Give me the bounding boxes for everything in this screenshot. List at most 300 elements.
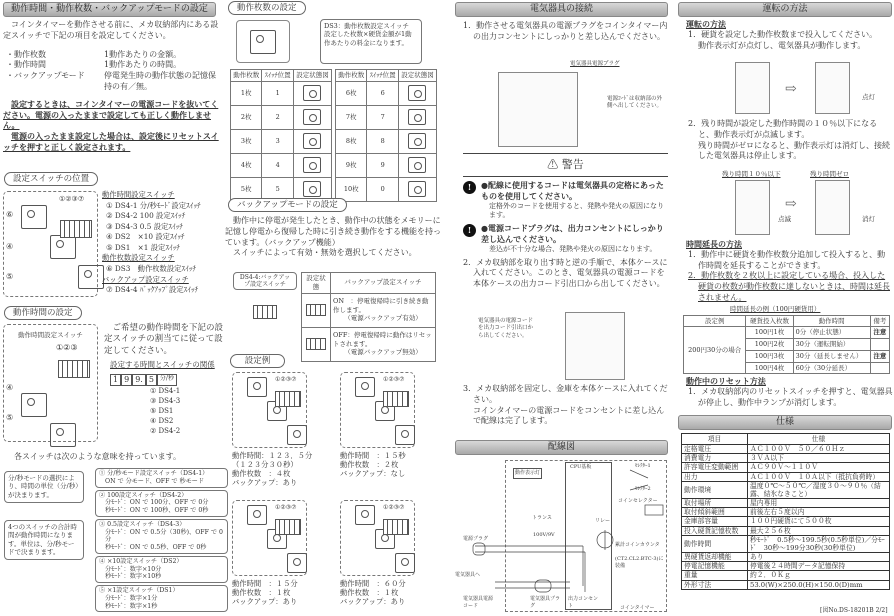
meaning-line: ② 100設定スイッチ（DS4-2） — [99, 491, 188, 499]
col-header: 動作枚数 — [336, 70, 367, 82]
position-cell: 5 — [262, 177, 293, 201]
example-caption — [340, 579, 445, 606]
caption-line: バックアップ：あり — [232, 478, 298, 488]
intro-block — [3, 20, 221, 153]
warning-2 — [463, 223, 668, 254]
dial-icon — [408, 157, 426, 173]
spec-item: 定格電圧 — [682, 445, 748, 454]
spec-row — [682, 463, 890, 472]
settings-item — [6, 60, 221, 71]
dial-icon — [408, 181, 426, 197]
spec-row — [682, 445, 890, 454]
dial-icon — [408, 85, 426, 101]
warning-1 — [463, 180, 668, 220]
digit: 9 — [121, 374, 132, 387]
count-cell: 10枚 — [336, 177, 367, 201]
item-desc: 1動作あたりの金額。 — [104, 49, 182, 59]
item-name: ・動作時間 — [6, 60, 46, 70]
caption-line: 動作枚数 ：４枚 — [232, 469, 291, 479]
backup-table — [301, 272, 436, 362]
count-table-left — [230, 69, 332, 202]
warning-heading — [463, 153, 668, 177]
example-diagram — [340, 500, 415, 576]
switch-entry: ⑤ DS1 ×1 設定ｽｲｯﾁ — [106, 242, 180, 252]
dial-icon — [247, 377, 267, 397]
warning-sub: 差込が不十分な場合、発熱や発火の原因になります。 — [489, 245, 657, 254]
col-header: ｽｲｯﾁ位置 — [367, 70, 398, 82]
extension-table-title: 時間延長の例（100円硬貨用） — [730, 304, 821, 313]
caption-line: （１２３分３０秒） — [232, 460, 298, 470]
count-cell: 5枚 — [231, 177, 262, 201]
settings-item — [6, 50, 221, 61]
caution-note-2: 電源の入ったまま設定した場合は、設定後にリセットスイッチを押すと正しく設定されます。 — [3, 131, 219, 152]
mark-4: ④ — [6, 242, 14, 251]
sum-explanation-box: 4つのスイッチの合計時間が動作時間になります。単位は、分/秒モードで決まります。 — [4, 520, 84, 560]
table-row — [231, 129, 332, 153]
item-desc: 停電発生時の動作状態の記憶保持の有／無。 — [104, 71, 216, 91]
ext-cell: 30分（延長しません） — [793, 350, 870, 362]
dial-icon — [408, 109, 426, 125]
diagram-cell — [293, 105, 331, 129]
meaning-line: 秒ﾓｰﾄﾞ：数字×1秒 — [105, 602, 158, 610]
extension-step-1: 1．動作中に硬貨を動作枚数分追加して投入すると、動作時間を延長することができます。 — [688, 249, 886, 270]
switch-meaning-box — [95, 468, 228, 488]
position-cell: 9 — [367, 153, 398, 177]
spec-item: 異硬貨返却機能 — [682, 553, 748, 562]
dial-ds1 — [78, 265, 104, 289]
table-row — [684, 327, 890, 339]
backup-text-2: スイッチによって有効・無効を選択してください。 — [233, 248, 417, 258]
spec-item: 許容電圧変動範囲 — [682, 463, 748, 472]
relation-digits — [104, 374, 224, 387]
position-cell: 4 — [262, 153, 293, 177]
meaning-line: 分ﾓｰﾄﾞ：数字×10分 — [105, 565, 162, 573]
ext-cell: 100円2枚 — [746, 339, 793, 351]
time-setting-title: 動作時間の設定 — [4, 306, 82, 320]
case-figure — [565, 312, 625, 380]
lamp-label: 動作表示灯 — [513, 468, 542, 479]
dip-switch-ds4 — [58, 360, 90, 378]
col-header: 仕様 — [748, 434, 890, 445]
dial-icon — [355, 377, 375, 397]
ext-cell: 0分（停止状態） — [793, 327, 870, 339]
spec-value: ＡＣ１００Ｖ １０Ａ以下（抵抗負荷時） — [748, 472, 890, 481]
section-header-settings: 動作時間・動作枚数・バックアップモードの設定 — [3, 2, 216, 17]
caption-line: 動作時間：１２３．５分 — [232, 451, 313, 460]
dip-marks: ①②③⑦ — [59, 195, 85, 203]
count-cell: 9枚 — [336, 153, 367, 177]
col-header: 設定状態 — [302, 273, 331, 294]
dip-marks: ①②③⑦ — [275, 376, 297, 383]
dip-on-icon — [306, 304, 326, 316]
spec-item: 外形寸法 — [682, 580, 748, 589]
dial-icon — [303, 133, 321, 149]
diagram-cell — [398, 177, 436, 201]
blink-label: 点滅 — [778, 215, 791, 223]
ext-cell: 100円1枚 — [746, 327, 793, 339]
reset-step-1: 1．メカ収納部内のリセットスイッチを押すと、電気器具が停止し、動作中ランプが消灯します。 — [688, 387, 893, 407]
dial-ds2 — [50, 235, 76, 259]
dip-switch-ds4 — [60, 220, 92, 238]
warning-main: ●配線に使用するコードは電気器具の定格にあったものを使用してください。 — [481, 180, 664, 201]
power-plug-label: 電源プラグ — [463, 536, 489, 542]
warning-main: ●電源コードプラグは、出力コンセントにしっかり差し込んでください。 — [481, 223, 664, 245]
item-desc: 1動作あたりの時間。 — [104, 60, 182, 70]
ext-cell: 100円3枚 — [746, 350, 793, 362]
dial-icon — [355, 505, 375, 525]
dial-ds1 — [50, 423, 76, 447]
backup-on-note: （電源バックアップ有効） — [344, 314, 422, 323]
spec-row — [682, 526, 890, 535]
dip-switch-icon — [383, 519, 409, 535]
digit: 9. — [132, 374, 146, 387]
spec-row — [682, 454, 890, 463]
switch-entry: ② DS4-2 100 設定ｽｲｯﾁ — [106, 211, 186, 221]
position-cell: 2 — [262, 105, 293, 129]
outlet-label: 出力コンセント — [568, 596, 599, 609]
dial-icon — [395, 553, 415, 573]
example-caption — [232, 579, 337, 606]
switch-entry: ⑦ DS4-4 ﾊﾞｯｸｱｯﾌﾟ設定ｽｲｯﾁ — [106, 285, 199, 295]
ext-cell — [870, 362, 889, 374]
intro-text: コインタイマーを動作させる前に、メカ収納部内にある設定スイッチで下記の項目を設定してください。 — [3, 20, 219, 40]
dial-ds3 — [21, 205, 47, 229]
count-cell: 3枚 — [231, 129, 262, 153]
operation-block-1 — [686, 19, 893, 51]
backup-off-note: （電源バックアップ無効） — [344, 348, 422, 357]
wiring-lines — [455, 460, 668, 616]
caption-line: バックアップ：あり — [232, 597, 298, 607]
ext-cell: 60分（30分延長） — [793, 362, 870, 374]
mechanism-figure — [498, 72, 578, 147]
remain-0-label: 残り時間ゼロ — [810, 170, 849, 178]
spec-item: 停電記憶機能 — [682, 562, 748, 571]
backup-switch-title: バックアップ設定スイッチ — [102, 274, 189, 284]
caption-line: 動作枚数 ：１枚 — [340, 588, 399, 598]
example-diagram — [232, 500, 307, 576]
table-row — [336, 81, 437, 105]
caption-line: 動作時間 ：６０分 — [340, 579, 406, 588]
meaning-line: 秒ﾓｰﾄﾞ：ON で 0.5秒、OFF で 0秒 — [105, 544, 207, 551]
warning-sub: 定格外のコードを使用すると、発熱や発火の原因になります。 — [489, 201, 664, 220]
selector1-label: ｾﾚｸﾀｰ1 — [635, 463, 651, 469]
spec-value: １００円硬貨にて５００枚 — [748, 517, 890, 526]
dial-icon — [395, 425, 415, 445]
unit-explanation-box: 分/秒モードの選択により、時間の単位（分/秒）が決まります。 — [4, 471, 84, 503]
spec-table — [681, 433, 890, 590]
diagram-cell — [293, 153, 331, 177]
dip-switch-backup — [253, 305, 277, 319]
diagram-cell — [398, 129, 436, 153]
off-label: 消灯 — [862, 215, 875, 223]
time-switch-diagram — [3, 324, 98, 442]
mark-5: ⑤ — [6, 272, 14, 281]
meaning-line: ④ ×10設定スイッチ（DS2） — [99, 557, 183, 565]
section-header-operation: 運転の方法 — [678, 2, 892, 17]
spec-value: 停電後２４時間データ記憶保持 — [748, 562, 890, 571]
col-header: 動作時間 — [793, 315, 870, 327]
exclamation-icon: ! — [463, 224, 476, 237]
connection-step-3b: コインタイマーの電源コードをコンセントに差し込んで配線は完了します。 — [473, 405, 665, 426]
time-switch-title: 動作時間設定スイッチ — [102, 190, 175, 199]
mark-5: ⑤ — [6, 413, 14, 422]
backup-setting-title: バックアップモードの設定 — [228, 198, 347, 212]
unit: 分/秒 — [157, 374, 177, 387]
extension-block — [686, 239, 893, 409]
dip-marks: ①②③ — [56, 343, 78, 352]
digit: 5 — [146, 374, 157, 387]
col-header: 設定状態図 — [293, 70, 331, 82]
backup-off-desc: OFF：停電復帰時に動作はリセットされます。 — [333, 330, 432, 348]
dial-ds2 — [21, 393, 47, 417]
ext-cell: 30分（運転開始） — [793, 339, 870, 351]
extension-step-2: 2．動作枚数を２枚以上に設定している場合、投入した硬貨の枚数が動作枚数に達しないときは、時間は延長されません。 — [688, 271, 890, 302]
spec-item: 消費電力 — [682, 454, 748, 463]
diagram-cell — [398, 81, 436, 105]
spec-value: ３ＶＡ以下 — [748, 454, 890, 463]
time-setting-block — [104, 323, 224, 436]
dip-marks: ①②③⑦ — [275, 504, 297, 511]
spec-row — [682, 481, 890, 498]
table-row — [336, 129, 437, 153]
switch-legend — [102, 190, 226, 296]
relation-title: 設定する時間とスイッチの関係 — [110, 360, 215, 370]
dip-switch-icon — [383, 391, 409, 407]
section-header-connection: 電気器具の接続 — [455, 2, 668, 17]
count-table-right — [335, 69, 437, 202]
example-diagram — [340, 372, 415, 448]
mark-4: ④ — [6, 383, 14, 392]
reset-title: 動作中のリセット方法 — [686, 376, 766, 387]
settings-item-list — [3, 50, 221, 93]
outlet-note: 電気器具の電源コードを出力コード引出口から出してください。 — [478, 318, 534, 339]
switch-meaning-box — [95, 585, 228, 612]
exclamation-icon: ! — [463, 181, 476, 194]
switch-meaning-box — [95, 556, 228, 583]
item-name: ・バックアップモード — [6, 71, 85, 81]
col-header: 項目 — [682, 434, 748, 445]
example-diagram — [232, 372, 307, 448]
table-row — [231, 81, 332, 105]
position-cell: 0 — [367, 177, 398, 201]
dial-icon — [303, 157, 321, 173]
dial-icon — [303, 181, 321, 197]
diagram-cell — [293, 81, 331, 105]
col-header: ｽｲｯﾁ位置 — [262, 70, 293, 82]
spec-row — [682, 499, 890, 508]
spec-value: 最大２５６枚 — [748, 526, 890, 535]
caption-line: 動作枚数 ：１枚 — [232, 588, 291, 598]
dial-icon — [247, 505, 267, 525]
connection-step-2: 2．メカ収納部を取り出す時と逆の手順で、本体ケースに入れてください。このとき、電気器具の電源コードを本体ケースの出力コード引出口から出してください。 — [463, 257, 668, 289]
wiring-diagram — [455, 460, 668, 616]
spec-row — [682, 508, 890, 517]
time-switch-label: 動作時間設定スイッチ — [18, 331, 83, 339]
board-label: CPU基板 — [570, 464, 592, 470]
spec-row — [682, 571, 890, 580]
spec-item: 取付場所 — [682, 499, 748, 508]
switch-entry: ① DS4-1 分/秒ﾓｰﾄﾞ設定ｽｲｯﾁ — [106, 200, 201, 210]
dial-icon — [287, 553, 307, 573]
position-cell: 8 — [367, 129, 398, 153]
table-row — [336, 177, 437, 201]
operation-step-1: 1．硬貨を設定した動作枚数まで投入してください。 — [688, 29, 878, 39]
diagram-cell — [398, 105, 436, 129]
caution-note-1: 設定するときは、コインタイマーの電源コードを抜いてください。電源の入ったままで設定しても正しく動作しません。 — [3, 98, 219, 131]
cointimer-label: コインタイマー — [620, 605, 655, 611]
meaning-intro: 各スイッチは次のような意味を持っています。 — [14, 452, 182, 461]
timer-insert-figure — [735, 62, 770, 114]
spec-value: ＡＣ９０Ｖ～１１０Ｖ — [748, 463, 890, 472]
spec-item: 動作時間 — [682, 535, 748, 552]
case-cell: 200円30分の場合 — [684, 327, 746, 374]
selector-label: コインセレクター — [618, 498, 658, 504]
connection-step-1: 1．動作させる電気器具の電源プラグをコインタイマー内の出力コンセントにしっかりと差し込んでください。 — [463, 21, 668, 41]
position-cell: 7 — [367, 105, 398, 129]
switch-meaning-box — [95, 519, 228, 554]
selector2-label: ｾﾚｸﾀｰ2 — [635, 486, 651, 492]
operation-step-1b: 動作表示灯が点灯し、電気器具が動作します。 — [698, 40, 866, 50]
relation-label: ④ DS2 — [150, 417, 174, 426]
operation-title: 運転の方法 — [686, 19, 726, 29]
count-cell: 7枚 — [336, 105, 367, 129]
counter-note: (CT2.CL2.BTC-3)に装備 — [615, 556, 664, 569]
dip-switch-icon — [275, 519, 301, 535]
ext-cell — [870, 339, 889, 351]
dial-icon — [303, 85, 321, 101]
extension-title: 時間延長の方法 — [686, 239, 742, 249]
spec-value: 53.0(W)×250.0(H)×150.0(D)mm — [748, 580, 890, 589]
connection-step-3: 3．メカ収納部を固定し、金庫を本体ケースに入れてください。 — [463, 384, 668, 404]
count-switch-title: 動作枚数設定スイッチ — [102, 253, 175, 263]
col-header: 動作枚数 — [231, 70, 262, 82]
spec-row — [682, 535, 890, 552]
caption-line: 動作時間 ：１５秒 — [340, 451, 406, 460]
spec-value: 約２．０Ｋｇ — [748, 571, 890, 580]
meaning-line: ③ 0.5設定スイッチ（DS4-3） — [99, 520, 186, 528]
device-plug-label: 電気器具プラグ — [530, 596, 561, 609]
warning-triangle-icon: ⚠ — [547, 158, 559, 171]
position-cell: 1 — [262, 81, 293, 105]
caption-line: バックアップ：なし — [340, 469, 406, 479]
spec-value: ＡＣ１００Ｖ ５０／６０Ｈｚ — [748, 445, 890, 454]
dial-icon — [303, 109, 321, 125]
example-title: 設定例 — [230, 354, 285, 368]
table-row — [231, 153, 332, 177]
meaning-line: 秒ﾓｰﾄﾞ：数字×10秒 — [105, 573, 162, 581]
spec-value: 秒ﾓｰﾄﾞ 0.5秒～199.5秒(0.5秒単位)／分ﾓｰﾄﾞ 30秒～199分30秒(30秒単位) — [748, 535, 890, 552]
transformer-spec: 100V/9V — [533, 532, 555, 538]
spec-item: 金庫部容量 — [682, 517, 748, 526]
table-row — [231, 105, 332, 129]
spec-item: 重量 — [682, 571, 748, 580]
caption-line: 動作時間 ：１５分 — [232, 579, 298, 588]
spec-value: 屋内専用 — [748, 499, 890, 508]
spec-item: 取付傾斜範囲 — [682, 508, 748, 517]
table-row — [336, 153, 437, 177]
count-cell: 2枚 — [231, 105, 262, 129]
spec-row — [682, 553, 890, 562]
transformer-label: トランス — [532, 515, 552, 521]
ds3-callout: DS3：動作枚数設定スイッチ 設定した枚数×硬貨金額が1動作あたりの料金になります。 — [320, 19, 422, 64]
meaning-line: 分ﾓｰﾄﾞ：数字×1分 — [105, 594, 158, 602]
warnings-block — [463, 180, 668, 290]
arrow-right-icon: ⇨ — [785, 81, 797, 97]
relation-label: ⑤ DS1 — [150, 407, 174, 416]
dip-off-icon — [306, 338, 326, 350]
meaning-line: ① 分/秒モード設定スイッチ（DS4-1） — [99, 470, 209, 477]
connection-step-3-block — [463, 384, 668, 427]
col-header: バックアップ設定スイッチ — [331, 273, 436, 294]
switch-meaning-box — [95, 490, 228, 517]
meaning-line: 分ﾓｰﾄﾞ：ON で 100分、OFF で 0分 — [105, 499, 209, 507]
count-cell: 8枚 — [336, 129, 367, 153]
spec-row — [682, 472, 890, 481]
dip-switch-icon — [275, 391, 301, 407]
dip-marks: ①②③⑦ — [383, 504, 405, 511]
timer-blink-figure — [735, 180, 770, 235]
section-header-spec: 仕様 — [678, 415, 892, 430]
spec-item: 動作環境 — [682, 481, 748, 498]
example-caption — [340, 451, 445, 478]
count-cell: 6枚 — [336, 81, 367, 105]
spec-item: 投入硬貨記憶枚数 — [682, 526, 748, 535]
ext-cell: 注意 — [870, 327, 889, 339]
relation-labels — [104, 386, 224, 436]
ext-cell: 注意 — [870, 350, 889, 362]
relay-label: リレー — [595, 518, 611, 524]
lit-label: 点灯 — [862, 93, 875, 101]
dip-marks: ①②③⑦ — [383, 376, 405, 383]
counter-label: 累計コインカウンタ — [615, 542, 660, 548]
meaning-line: ON で 分モード、OFF で 秒モード — [105, 477, 205, 485]
switch-meaning-list — [95, 468, 228, 614]
table-row — [336, 105, 437, 129]
relation-label: ③ DS4-3 — [150, 397, 181, 406]
spec-row — [682, 517, 890, 526]
plug-label: 電気器具電源プラグ — [570, 61, 620, 67]
example-caption — [232, 451, 337, 487]
extension-table — [683, 315, 890, 375]
item-name: ・動作枚数 — [6, 49, 46, 59]
relation-label: ② DS4-2 — [150, 427, 181, 436]
diagram-cell — [398, 153, 436, 177]
switch-entry: ⑥ DS3 動作枚数設定ｽｲｯﾁ — [106, 264, 197, 274]
count-setting-title: 動作枚数の設定 — [228, 1, 306, 15]
section-header-wiring: 配線図 — [455, 440, 668, 455]
spec-value: 温度０℃～５０℃／湿度３０～９０％（結露、結氷なきこと） — [748, 481, 890, 498]
operation-block-2 — [688, 119, 893, 162]
operation-step-2: 2．残り時間が設定した動作時間の１０％以下になると、動作表示灯が点滅します。 — [688, 119, 878, 139]
spec-row — [682, 562, 890, 571]
caption-line: 動作枚数 ：２枚 — [340, 460, 399, 470]
col-header: 設定例 — [684, 315, 746, 327]
dial-icon — [408, 133, 426, 149]
backup-text: 動作中に停電が発生したとき、動作中の状態をメモリーに記憶し停電から復帰した時に引き続き動作をする機能を持っています。（バックアップ機能） — [225, 216, 441, 247]
count-cell: 1枚 — [231, 81, 262, 105]
position-cell: 6 — [367, 81, 398, 105]
operation-step-2b: 残り時間がゼロになると、動作表示灯は消灯し、接続した電気器具は停止します。 — [698, 140, 890, 161]
spec-item: 出力 — [682, 472, 748, 481]
dial-icon — [287, 425, 307, 445]
count-cell: 4枚 — [231, 153, 262, 177]
position-cell: 3 — [262, 129, 293, 153]
settings-item — [6, 71, 221, 93]
ext-cell: 100円4枚 — [746, 362, 793, 374]
switch-position-title: 設定スイッチの位置 — [4, 172, 98, 186]
meaning-line: 分ﾓｰﾄﾞ：ON で 0.5分（30秒)、OFF で 0分 — [105, 528, 223, 544]
backup-on-desc: ON ：停電復帰時に引き続き動作します。 — [333, 296, 429, 314]
